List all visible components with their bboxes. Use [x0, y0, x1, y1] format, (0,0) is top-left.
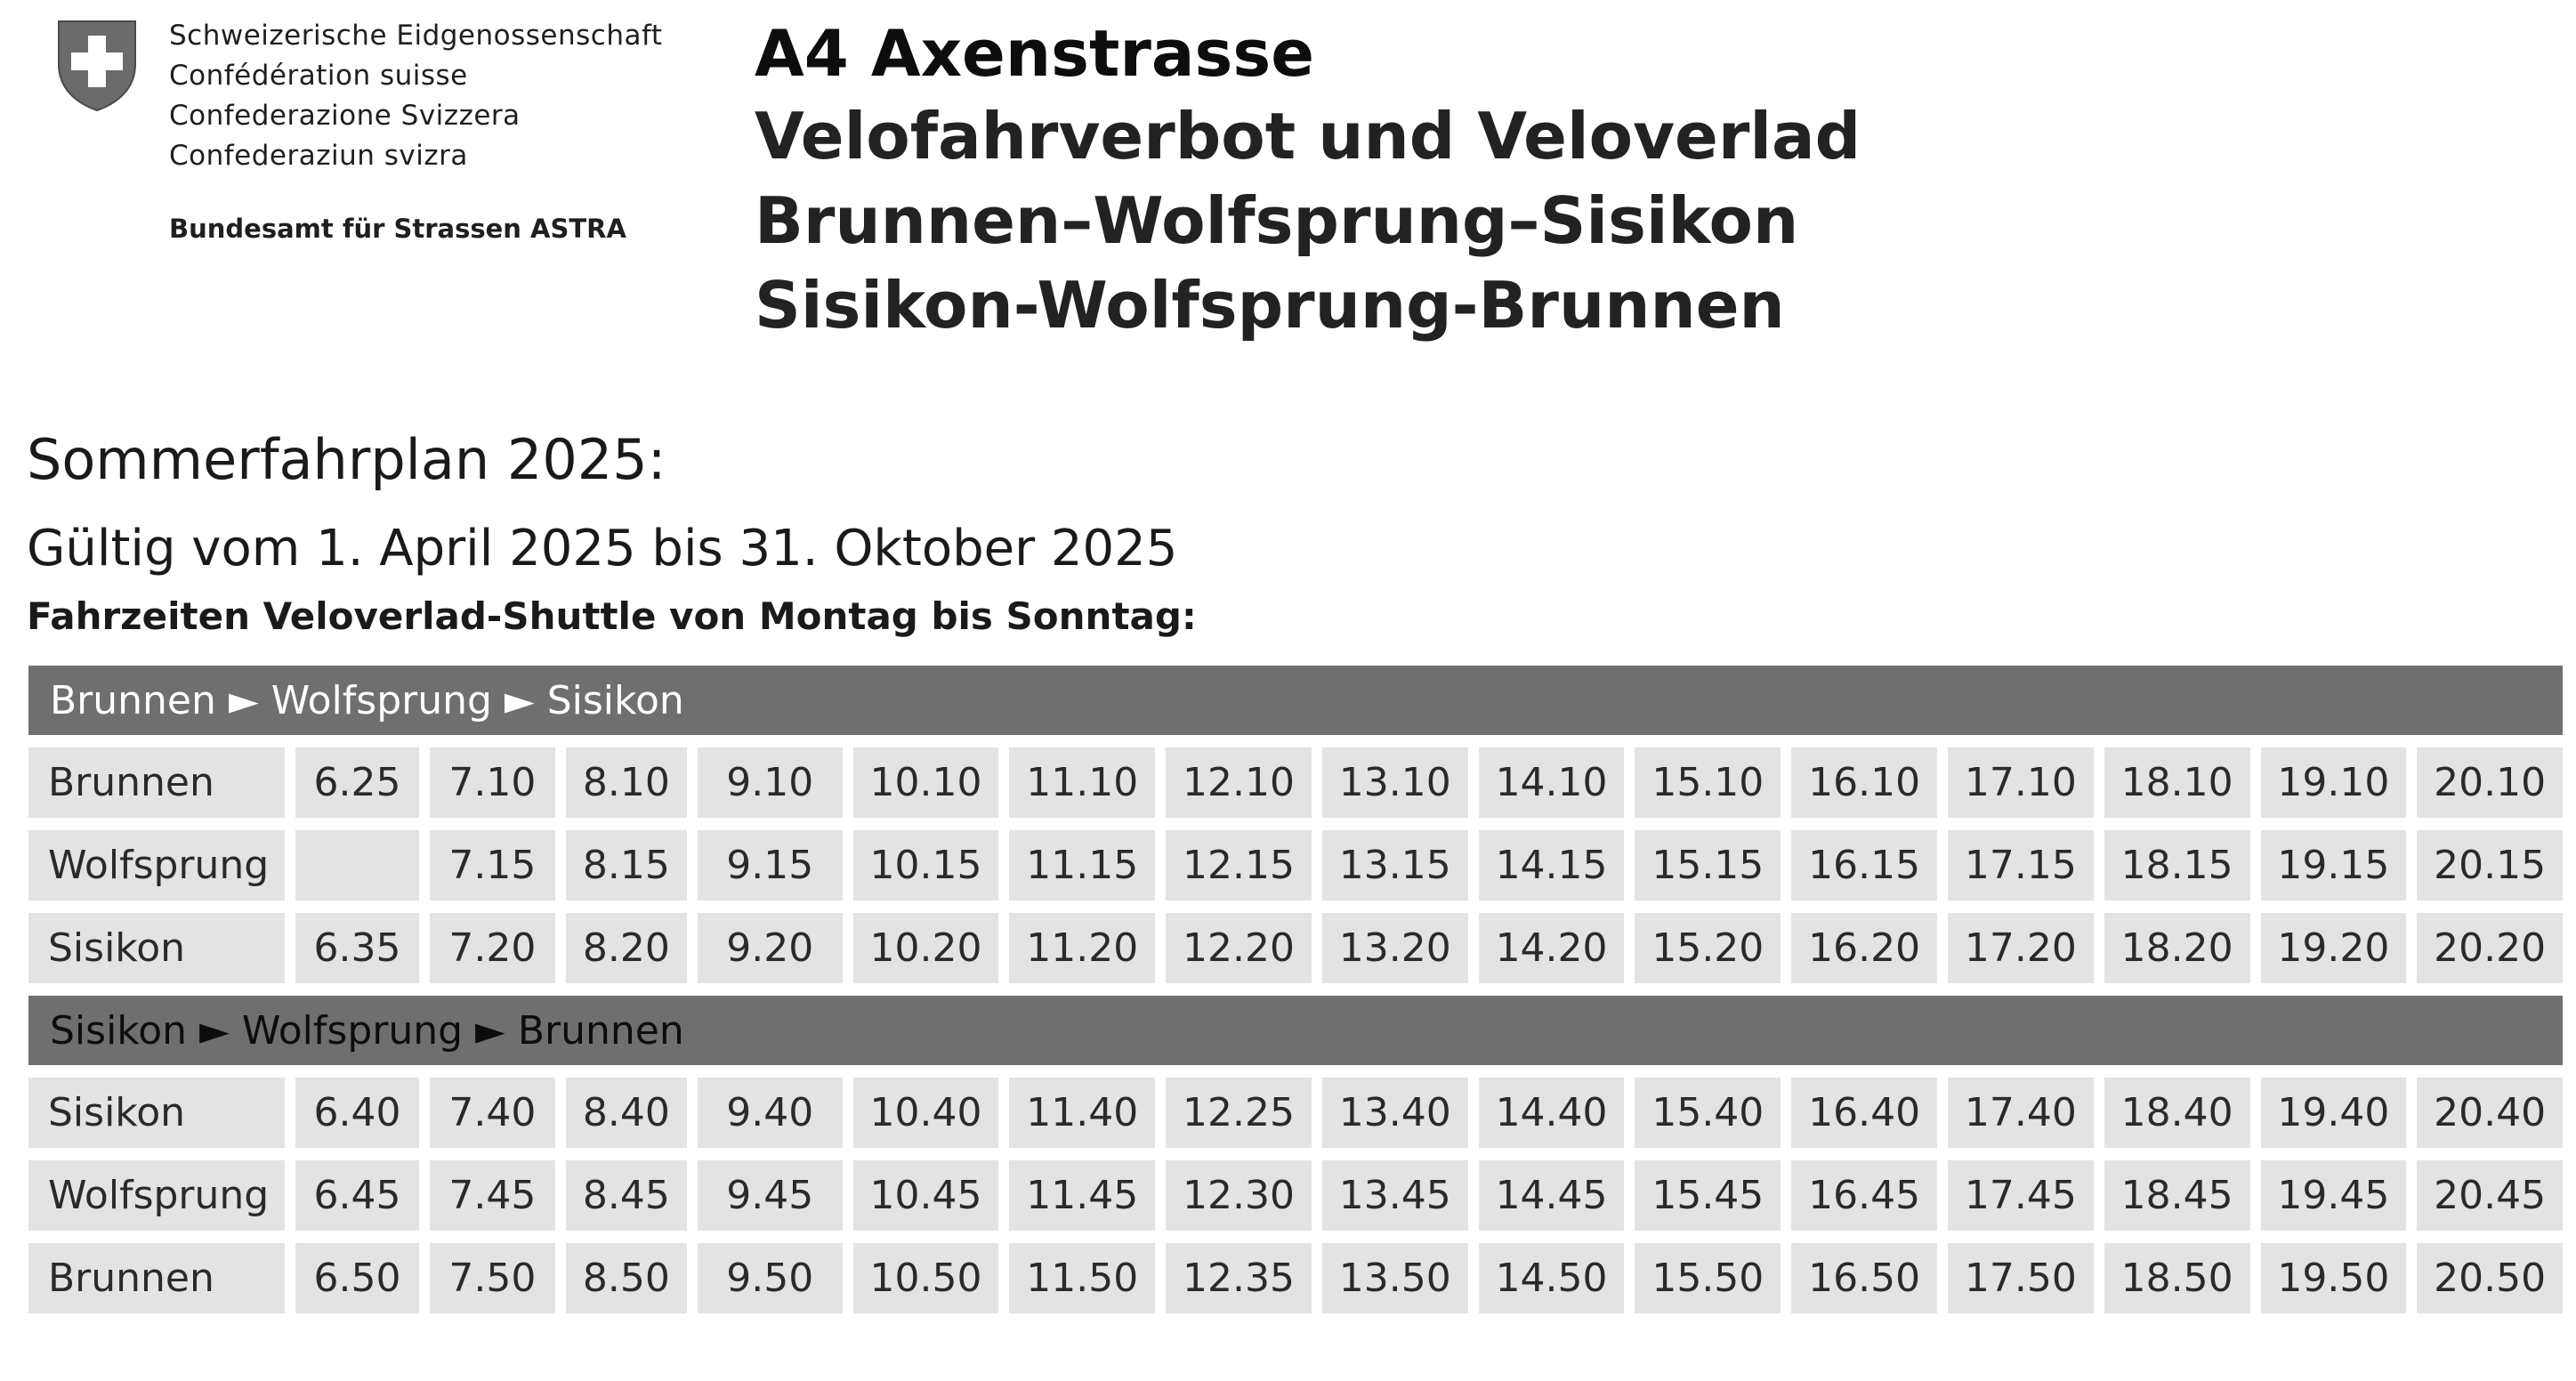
- time-cell: 20.40: [2417, 1078, 2563, 1148]
- season-heading: Sommerfahrplan 2025:: [27, 427, 666, 492]
- time-cell: 10.40: [853, 1078, 999, 1148]
- table-row: [28, 1078, 2563, 1148]
- time-cell: 16.45: [1791, 1160, 1937, 1231]
- time-cell: 15.50: [1635, 1243, 1781, 1313]
- station-cell: Sisikon: [28, 913, 285, 983]
- validity-period: Gültig vom 1. April 2025 bis 31. Oktober 2025: [27, 520, 1178, 577]
- time-cell: 17.50: [1948, 1243, 2094, 1313]
- time-cell: 18.45: [2104, 1160, 2250, 1231]
- time-cell: 14.45: [1479, 1160, 1625, 1231]
- time-cell: 17.15: [1948, 830, 2094, 900]
- time-cell: 20.20: [2417, 913, 2563, 983]
- time-cell: 18.40: [2104, 1078, 2250, 1148]
- title-road: A4 Axenstrasse: [755, 16, 1315, 91]
- time-cell: 13.40: [1322, 1078, 1468, 1148]
- time-cell: 9.45: [698, 1160, 843, 1231]
- time-cell: 14.10: [1479, 747, 1625, 818]
- timetable: [28, 666, 2563, 1326]
- time-cell: 9.10: [698, 747, 843, 818]
- schedule-note: Fahrzeiten Veloverlad-Shuttle von Montag bis Sonntag:: [27, 594, 1197, 638]
- time-cell: 19.20: [2261, 913, 2407, 983]
- station-cell: Wolfsprung: [28, 830, 285, 900]
- swiss-cross-shield-icon: [55, 18, 139, 112]
- title-route-forward: Brunnen–Wolfsprung–Sisikon: [755, 183, 1799, 258]
- time-cell: 7.50: [430, 1243, 555, 1313]
- confederation-name-de: Schweizerische Eidgenossenschaft: [169, 20, 663, 52]
- time-cell: 8.15: [566, 830, 687, 900]
- time-cell: 19.10: [2261, 747, 2407, 818]
- time-cell: 19.40: [2261, 1078, 2407, 1148]
- time-cell: 13.20: [1322, 913, 1468, 983]
- time-cell: 7.15: [430, 830, 555, 900]
- time-cell: 18.20: [2104, 913, 2250, 983]
- confederation-logo-block: [55, 16, 696, 265]
- station-cell: Wolfsprung: [28, 1160, 285, 1231]
- time-cell: 17.45: [1948, 1160, 2094, 1231]
- time-cell: 12.30: [1166, 1160, 1312, 1231]
- time-cell: 7.20: [430, 913, 555, 983]
- time-cell: 16.10: [1791, 747, 1937, 818]
- time-cell: 13.50: [1322, 1243, 1468, 1313]
- confederation-names: [169, 16, 663, 176]
- time-cell: 10.50: [853, 1243, 999, 1313]
- time-cell: 9.20: [698, 913, 843, 983]
- time-cell: 12.10: [1166, 747, 1312, 818]
- station-cell: Brunnen: [28, 747, 285, 818]
- table-row: [28, 830, 2563, 900]
- table-row: [28, 1243, 2563, 1313]
- time-cell: 16.15: [1791, 830, 1937, 900]
- title-route-return: Sisikon-Wolfsprung-Brunnen: [755, 268, 1785, 343]
- time-cell: 6.50: [295, 1243, 419, 1313]
- time-cell: 14.20: [1479, 913, 1625, 983]
- section-header-sisikon-brunnen: Sisikon ► Wolfsprung ► Brunnen: [28, 996, 2563, 1065]
- time-cell: 10.20: [853, 913, 999, 983]
- time-cell: 13.15: [1322, 830, 1468, 900]
- title-subject: Velofahrverbot und Veloverlad: [755, 99, 1861, 174]
- time-cell: 8.10: [566, 747, 687, 818]
- time-cell: 15.40: [1635, 1078, 1781, 1148]
- time-cell: 20.45: [2417, 1160, 2563, 1231]
- time-cell: 17.40: [1948, 1078, 2094, 1148]
- time-cell: 11.45: [1009, 1160, 1155, 1231]
- federal-office-name: Bundesamt für Strassen ASTRA: [169, 214, 626, 244]
- time-cell: 11.15: [1009, 830, 1155, 900]
- time-cell: 14.50: [1479, 1243, 1625, 1313]
- time-cell: 15.45: [1635, 1160, 1781, 1231]
- time-cell: 11.20: [1009, 913, 1155, 983]
- table-row: [28, 1160, 2563, 1231]
- time-cell: 8.45: [566, 1160, 687, 1231]
- time-cell: 18.10: [2104, 747, 2250, 818]
- confederation-name-it: Confederazione Svizzera: [169, 100, 521, 132]
- time-cell: 16.20: [1791, 913, 1937, 983]
- table-row: [28, 913, 2563, 983]
- time-cell: 18.50: [2104, 1243, 2250, 1313]
- time-cell: 9.15: [698, 830, 843, 900]
- time-cell: 19.15: [2261, 830, 2407, 900]
- time-cell: 10.15: [853, 830, 999, 900]
- time-cell: 15.20: [1635, 913, 1781, 983]
- time-cell: 8.20: [566, 913, 687, 983]
- time-cell: 11.40: [1009, 1078, 1155, 1148]
- time-cell: 14.15: [1479, 830, 1625, 900]
- time-cell: 12.25: [1166, 1078, 1312, 1148]
- confederation-name-fr: Confédération suisse: [169, 60, 468, 92]
- table-row: [28, 747, 2563, 818]
- time-cell: 16.40: [1791, 1078, 1937, 1148]
- time-cell: 10.10: [853, 747, 999, 818]
- time-cell: 12.20: [1166, 913, 1312, 983]
- time-cell: [295, 830, 419, 900]
- section-header-brunnen-sisikon: Brunnen ► Wolfsprung ► Sisikon: [28, 666, 2563, 735]
- time-cell: 15.10: [1635, 747, 1781, 818]
- time-cell: 8.40: [566, 1078, 687, 1148]
- station-cell: Brunnen: [28, 1243, 285, 1313]
- time-cell: 13.45: [1322, 1160, 1468, 1231]
- time-cell: 11.10: [1009, 747, 1155, 818]
- time-cell: 20.15: [2417, 830, 2563, 900]
- time-cell: 13.10: [1322, 747, 1468, 818]
- time-cell: 12.15: [1166, 830, 1312, 900]
- time-cell: 20.50: [2417, 1243, 2563, 1313]
- time-cell: 9.40: [698, 1078, 843, 1148]
- time-cell: 9.50: [698, 1243, 843, 1313]
- confederation-name-rm: Confederaziun svizra: [169, 140, 468, 172]
- time-cell: 7.45: [430, 1160, 555, 1231]
- time-cell: 12.35: [1166, 1243, 1312, 1313]
- time-cell: 14.40: [1479, 1078, 1625, 1148]
- time-cell: 18.15: [2104, 830, 2250, 900]
- time-cell: 17.10: [1948, 747, 2094, 818]
- time-cell: 7.10: [430, 747, 555, 818]
- station-cell: Sisikon: [28, 1078, 285, 1148]
- time-cell: 6.25: [295, 747, 419, 818]
- time-cell: 19.50: [2261, 1243, 2407, 1313]
- time-cell: 6.45: [295, 1160, 419, 1231]
- time-cell: 8.50: [566, 1243, 687, 1313]
- time-cell: 11.50: [1009, 1243, 1155, 1313]
- time-cell: 19.45: [2261, 1160, 2407, 1231]
- time-cell: 6.35: [295, 913, 419, 983]
- document-title: [755, 12, 1861, 348]
- time-cell: 16.50: [1791, 1243, 1937, 1313]
- time-cell: 20.10: [2417, 747, 2563, 818]
- time-cell: 17.20: [1948, 913, 2094, 983]
- time-cell: 10.45: [853, 1160, 999, 1231]
- time-cell: 15.15: [1635, 830, 1781, 900]
- time-cell: 7.40: [430, 1078, 555, 1148]
- time-cell: 6.40: [295, 1078, 419, 1148]
